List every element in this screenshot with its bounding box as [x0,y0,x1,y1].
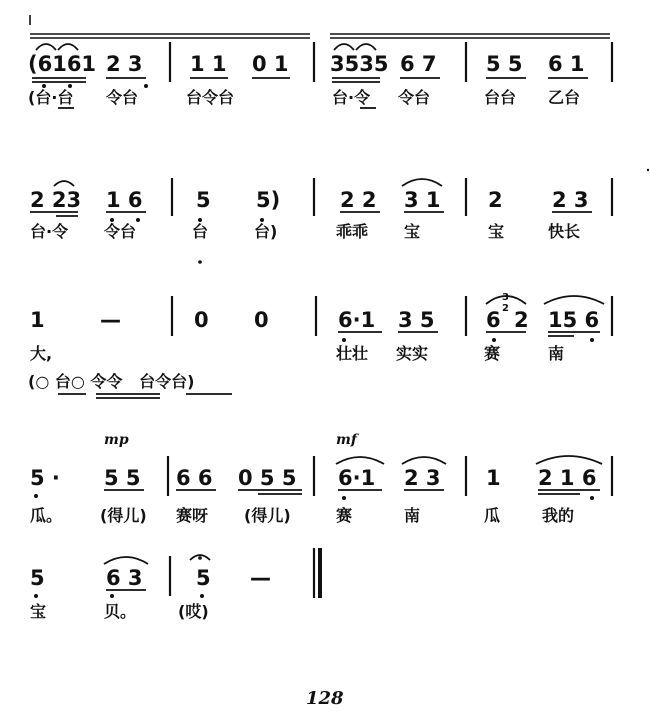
lyric: (得儿) [244,506,291,525]
lyric: 乙台 [548,88,581,107]
lyric: 赛 [484,344,501,363]
note-group: 2 23 [30,188,82,212]
lyric: 南 [548,344,565,363]
note-group: 2 2 [340,188,377,212]
lyric: 台台 [484,88,517,107]
note-group: 1 1 [190,52,227,76]
lyric: 台·令 [30,222,69,241]
note-group: — [100,308,121,332]
dynamic-marking: mp [104,432,129,448]
note-group: 1 6 [106,188,143,212]
note-group: 5 [196,566,211,590]
lyric-line-2: (○ 台○ 令令 台令台) [28,372,195,391]
note-group: 2 3 [552,188,589,212]
note-group: 0 5 5 [238,466,297,490]
lyric: 大, [30,344,53,363]
lyric: 乖乖 [336,222,369,241]
note-group: 5 [30,566,45,590]
note-group: 3535 [330,52,389,76]
note-group: 0 1 [252,52,289,76]
note-group: 2 [488,188,503,212]
octave-dots [34,84,649,598]
note-group: 6 1 [548,52,585,76]
lyric: 宝 [404,222,421,241]
note-group: 5 5 [104,466,141,490]
note-group: 1 [30,308,45,332]
page-number: 128 [306,688,344,709]
lyric: 宝 [30,602,47,621]
note-group: 6 6 [176,466,213,490]
note-group: 3 1 [404,188,441,212]
lyric: 令台 [398,88,431,107]
lyric: 实实 [396,344,429,363]
lyric: 赛 [336,506,353,525]
dynamic-marking: mf [336,432,357,448]
lyric: 贝。 [104,602,137,621]
lyric: 宝 [488,222,505,241]
note-group: 5) [256,188,281,212]
note-group: 6 7 [400,52,437,76]
lyric: 我的 [542,506,575,525]
lyric: 台) [254,222,278,241]
note-group: 1 [486,466,501,490]
note-group: 3 5 [398,308,435,332]
note-group: 6 [486,308,501,332]
lyric: 瓜。 [30,506,63,525]
lyric: 台令台 [186,88,235,107]
note-group: 0 [254,308,269,332]
lyric: (台·台 [28,88,74,107]
lyric: 令台 [104,222,137,241]
lyric: 令台 [106,88,139,107]
note-group: 2 [514,308,529,332]
note-group: — [250,566,271,590]
lyric: 赛呀 [176,506,209,525]
note-group: 6·1 [338,466,376,490]
note-group: 5 · [30,466,60,490]
note-group: 0 [194,308,209,332]
note-group: 15 6 [548,308,600,332]
lyric: 壮壮 [336,344,369,363]
note-group: (6161 [28,52,97,76]
note-group: 6 3 [106,566,143,590]
note-group: 2 3 [106,52,143,76]
note-group: 2 1 6 [538,466,597,490]
lyric: 南 [404,506,421,525]
lyric: (哎) [178,602,209,621]
grace-note: 3 2 [502,292,509,314]
note-group: 2 3 [404,466,441,490]
note-group: 6·1 [338,308,376,332]
note-group: 5 5 [486,52,523,76]
slurs [36,44,604,564]
lyric: 瓜 [484,506,501,525]
lyric: 快长 [548,222,581,241]
lyric: 台 [192,222,209,241]
lyric: (得儿) [100,506,147,525]
note-group: 5 [196,188,211,212]
lyric: 台·令 [332,88,371,107]
barlines [168,42,612,598]
